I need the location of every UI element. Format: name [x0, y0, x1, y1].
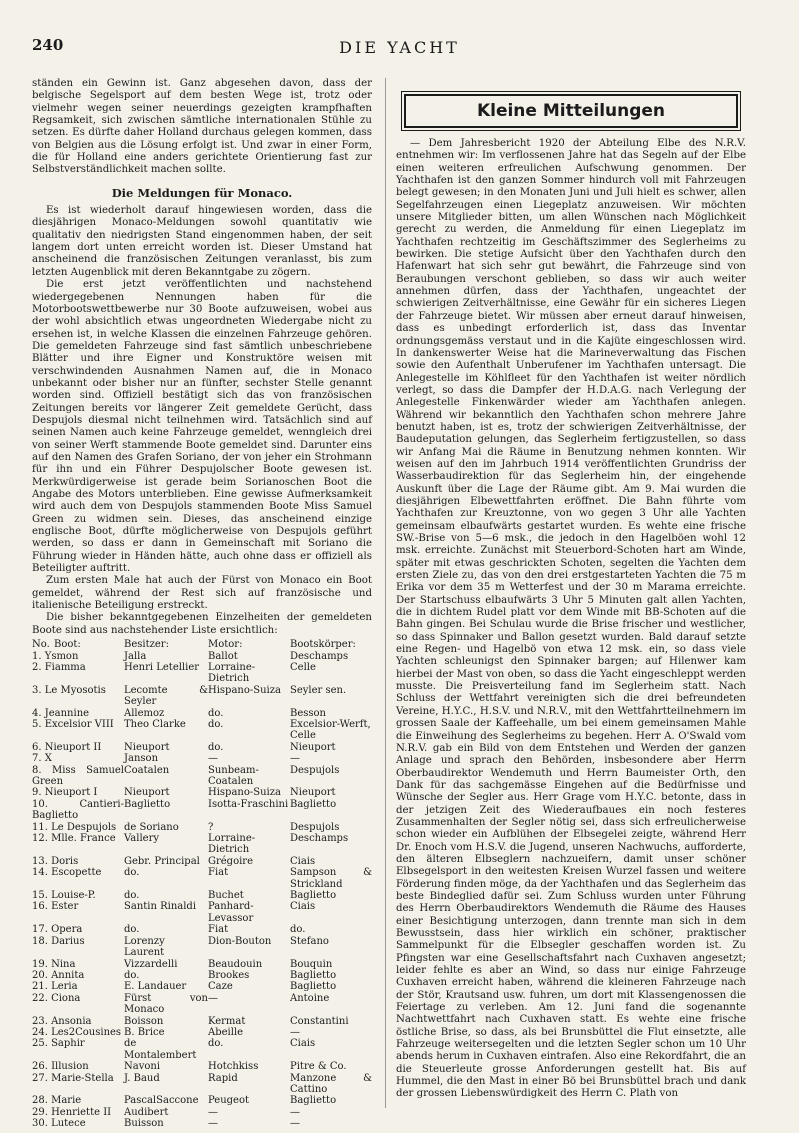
cell-boat: 6. Nieuport II [32, 741, 102, 753]
cell-motor: do. [208, 707, 224, 719]
cell-hull: Baglietto [290, 1095, 337, 1107]
cell-hull: — [290, 1106, 300, 1118]
cell-owner: B. Brice [124, 1026, 165, 1038]
table-row [32, 1038, 372, 1061]
cell-hull: Excelsior-Werft, Celle [290, 718, 371, 742]
cell-owner: Janson [124, 753, 159, 765]
article-paragraph: Die erst jetzt veröffentlichten und nachstehend wiedergegebenen Nennungen haben für die Motorbootswettbewerbe nur 30 Boote aufzuweisen, wobei aus der wohl absichtlich etwas ungeordneten Wiedergabe nicht zu ersehen ist, in welche Klassen die einzelnen Fahrzeuge gehören. Die gemeldeten Fahrzeuge sind fast sämtlich unbeschriebene Blätter und ihre Eigner und Konstruktöre weisen mit verschwindenden Ausnahmen Namen auf, die in Monaco unbekannt oder bisher nur an fünfter, sechster Stelle genannt worden sind. Offiziell bestätigt sich das von französischen Zeitungen bereits vor längerer Zeit gemeldete Gerücht, dass Despujols diesmal nicht teilnehmen wird. Tatsächlich sind auf seinen Namen auch keine Fahrzeuge gemeldet, wenngleich drei von seiner Werft stammende Boote gemeldet sind. Darunter eins auf den Namen des Grafen Soriano, der von jeher ein Strohmann für ihn und ein Führer Despujolscher Boote gewesen ist. Merkwürdigerweise ist gerade beim Sorianoschen Boot die Angabe des Motors unterblieben. Eine gewisse Aufmerksamkeit wird auch dem von Despujols stammenden Boote Miss Samuel Green zu widmen sein. Dieses, das anscheinend einzige englische Boot, dürfte möglicherweise von Despujols geführt werden, so dass er dann in Gemeinschaft mit Soriano die Führung wieder in Händen hätte, auch ohne dass er offiziell als Beteiligter auftritt. [32, 279, 372, 575]
cell-motor: Kermat [208, 1015, 246, 1027]
cell-motor: ? [208, 821, 214, 833]
cell-boat: 16. Ester [32, 901, 79, 913]
table-row [32, 1061, 372, 1072]
cell-owner: Nieuport [124, 787, 170, 799]
table-row [32, 799, 372, 822]
cell-hull: Ciais [290, 1038, 316, 1050]
table-row [32, 959, 372, 970]
cell-motor: Caze [208, 981, 233, 993]
cell-owner: Nieuport [124, 741, 170, 753]
cell-hull: Ciais [290, 855, 316, 867]
cell-owner: Vizzardelli [124, 958, 178, 970]
cell-motor: Ballot [208, 650, 238, 662]
table-row [32, 981, 372, 992]
table-row [32, 867, 372, 890]
section-heading: Die Meldungen für Monaco. [111, 185, 293, 200]
table-row [32, 662, 372, 685]
table-row [32, 1107, 372, 1118]
cell-hull: Baglietto [290, 969, 337, 981]
cell-motor: Peugeot [208, 1095, 249, 1107]
column-divider [385, 78, 386, 1108]
cell-motor: Brookes [208, 969, 250, 981]
table-row [32, 924, 372, 935]
table-row [32, 1073, 372, 1096]
table-row [32, 833, 372, 856]
cell-hull: Deschamps [290, 833, 349, 845]
cell-boat: 12. Mlle. France [32, 833, 116, 845]
cell-motor: — [208, 1118, 218, 1130]
table-row [32, 719, 372, 742]
cell-owner: Audibert [124, 1106, 169, 1118]
cell-motor: Beaudouin [208, 958, 263, 970]
cell-owner: Buisson [124, 1118, 164, 1130]
table-row [32, 685, 372, 708]
article-paragraph: Zum ersten Male hat auch der Fürst von Monaco ein Boot gemeldet, während der Rest sich auf französische und italienische Beteiligung erstreckt. [32, 575, 372, 612]
cell-motor: Hotchkiss [208, 1061, 259, 1073]
cell-motor: Dion-Bouton [208, 935, 272, 947]
cell-motor: Fiat [208, 924, 229, 936]
cell-hull: Sampson & Strickland [290, 867, 372, 890]
cell-hull: Ciais [290, 901, 316, 913]
header-no: No. [32, 639, 50, 651]
cell-boat: 1. Ysmon [32, 650, 79, 662]
cell-motor: Hispano-Suiza [208, 684, 281, 696]
cell-boat: 8. Miss Samuel Green [32, 764, 124, 787]
cell-boat: 7. X [32, 753, 52, 765]
cell-hull: Celle [290, 661, 316, 673]
intro-paragraph: ständen ein Gewinn ist. Ganz abgesehen davon, dass der belgische Segelsport auf dem besten Wege ist, trotz oder vielmehr wegen seiner neuerdings gezeigten krampfhaften Regsamkeit, sich zwischen sämtliche internationalen Stühle zu setzen. Es dürfte daher Holland durchaus gelegen kommen, dass von Belgien aus die Lösung erfolgt ist. Und zwar in einer Form, die für Holland eine anders gerichtete Orientierung fast zur Selbstverständlichkeit machen sollte. [32, 78, 372, 176]
cell-hull: — [290, 1118, 300, 1130]
cell-motor: Abeille [208, 1026, 244, 1038]
cell-motor: Lorraine-Dietrich [208, 833, 256, 856]
cell-boat: 20. Annita [32, 969, 85, 981]
cell-owner: do. [124, 924, 140, 936]
cell-owner: do. [124, 969, 140, 981]
table-row [32, 708, 372, 719]
cell-owner: Gebr. Principal [124, 855, 200, 867]
header-owner: Besitzer: [124, 639, 169, 651]
cell-owner: Baglietto [124, 798, 171, 810]
cell-boat: 9. Nieuport I [32, 787, 98, 799]
cell-hull: Besson [290, 707, 326, 719]
cell-boat: 26. Illusion [32, 1061, 89, 1073]
cell-hull: Pitre & Co. [290, 1061, 347, 1073]
cell-motor: — [208, 753, 218, 765]
table-row [32, 822, 372, 833]
cell-boat: 10. Cantieri-Baglietto [32, 798, 124, 822]
cell-hull: Baglietto [290, 890, 337, 902]
cell-hull: — [290, 1026, 300, 1038]
cell-boat: 11. Le Despujols [32, 821, 117, 833]
cell-owner: Santin Rinaldi [124, 901, 197, 913]
cell-owner: de Montalembert [124, 1038, 197, 1061]
cell-hull: Seyler sen. [290, 684, 347, 696]
cell-owner: PascalSaccone [124, 1095, 199, 1107]
cell-motor: — [208, 1106, 218, 1118]
cell-motor: Lorraine-Dietrich [208, 661, 256, 685]
cell-hull: — [290, 753, 300, 765]
cell-owner: Lorenzy Laurent [124, 935, 165, 959]
cell-motor: — [208, 992, 218, 1004]
cell-motor: Buchet [208, 890, 244, 902]
left-column [32, 78, 372, 1130]
cell-owner: Lecomte & Seyler [124, 684, 208, 708]
cell-hull: Baglietto [290, 798, 337, 810]
cell-motor: Sunbeam-Coatalen [208, 764, 259, 787]
cell-boat: 21. Leria [32, 981, 78, 993]
table-row [32, 787, 372, 798]
cell-boat: 3. Le Myosotis [32, 684, 106, 696]
cell-owner: do. [124, 890, 140, 902]
cell-boat: 29. Henriette II [32, 1106, 112, 1118]
cell-boat: 24. Les2Cousines [32, 1026, 122, 1038]
article-paragraph: Es ist wiederholt darauf hingewiesen worden, dass die diesjährigen Monaco-Meldungen sowohl quantitativ wie qualitativ den niedrigsten Stand eingenommen haben, der seit langem dort unten erreicht worden ist. Dieser Umstand hat anscheinend die französischen Zeitungen veranlasst, bis zum letzten Augenblick mit deren Bekanntgabe zu zögern. [32, 205, 372, 278]
cell-hull: Constantini [290, 1015, 349, 1027]
cell-motor: Grégoire [208, 855, 254, 867]
cell-boat: 17. Opera [32, 924, 83, 936]
cell-motor: Isotta-Fraschini [208, 798, 289, 810]
table-row [32, 1016, 372, 1027]
cell-owner: Fürst von Monaco [124, 992, 208, 1016]
cell-boat: 27. Marie-Stella [32, 1072, 114, 1084]
cell-boat: 15. Louise-P. [32, 890, 96, 902]
cell-hull: Despujols [290, 764, 340, 776]
table-header-row [32, 639, 372, 650]
cell-hull: Antoine [290, 992, 330, 1004]
cell-owner: Theo Clarke [124, 718, 186, 730]
cell-boat: 4. Jeannine [32, 707, 90, 719]
header-motor: Motor: [208, 639, 243, 651]
cell-motor: Panhard-Levassor [208, 901, 254, 924]
table-row [32, 1095, 372, 1106]
cell-hull: Stefano [290, 935, 329, 947]
cell-motor: Hispano-Suiza [208, 787, 281, 799]
cell-hull: Nieuport [290, 787, 336, 799]
cell-boat: 22. Ciona [32, 992, 81, 1004]
table-row [32, 901, 372, 924]
cell-owner: J. Baud [124, 1072, 160, 1084]
cell-owner: E. Landauer [124, 981, 187, 993]
cell-motor: do. [208, 718, 224, 730]
cell-hull: Manzone & Cattino [290, 1072, 372, 1095]
cell-owner: Coatalen [124, 764, 170, 776]
table-row [32, 651, 372, 662]
cell-motor: Rapid [208, 1072, 238, 1084]
cell-boat: 25. Saphir [32, 1038, 85, 1050]
header-hull: Bootskörper: [290, 639, 356, 651]
cell-hull: Nieuport [290, 741, 336, 753]
cell-boat: 2. Fiamma [32, 661, 86, 673]
table-row [32, 753, 372, 764]
table-row [32, 993, 372, 1016]
table-row [32, 1118, 372, 1129]
cell-boat: 28. Marie [32, 1095, 82, 1107]
cell-owner: de Soriano [124, 821, 179, 833]
right-column [396, 78, 746, 1101]
cell-owner: Vallery [124, 833, 160, 845]
entries-table [32, 639, 372, 1129]
cell-boat: 19. Nina [32, 958, 76, 970]
cell-owner: Allemoz [124, 707, 165, 719]
cell-hull: Bouquin [290, 958, 333, 970]
cell-boat: 5. Excelsior VIII [32, 718, 114, 730]
cell-motor: Fiat [208, 867, 229, 879]
cell-hull: Deschamps [290, 650, 349, 662]
cell-boat: 23. Ansonia [32, 1015, 92, 1027]
article-paragraph: — Dem Jahresbericht 1920 der Abteilung Elbe des N.R.V. entnehmen wir: Im verflossenen Jahre hat das Segeln auf der Elbe einen weiteren erfreulichen Aufschwung genommen. Der Yachthafen ist den ganzen Sommer hindurch voll mit Fahrzeugen belegt gewesen; in den Monaten Juni und Juli hielt es schwer, allen Segelfahrzeugen einen Liegeplatz anzuweisen. Wir möchten unsere Mitglieder bitten, um allen Wünschen nach Möglichkeit gerecht zu werden, die Anmeldung für einen Liegeplatz im Yachthafen rechtzeitig im Geschäftszimmer des Seglerheims zu bewirken. Die stetige Aufsicht über den Yachthafen durch den Hafenwart hat sich sehr gut bewährt, die Fahrzeuge sind von Beraubungen verschont geblieben, so dass wir auch weiter annehmen dürfen, dass der Yachthafen, ungeachtet der schwierigen Zeitverhältnisse, eine Gewähr für ein sicheres Liegen der Fahrzeuge bietet. Wir müssen aber erneut darauf hinweisen, dass es unbedingt erforderlich ist, dass das Inventar ordnungsgemäss verstaut und in die Kajüte eingeschlossen wird. In dankenswerter Weise hat die Marineverwaltung das Fischen sowie den Aufenthalt Unberufener im Yachthafen untersagt. Die Anlegestelle im Köhlfleet für den Yachthafen ist weiter nördlich verlegt, so dass die Dampfer der H.D.A.G. nach Verlegung der Anlegestelle Finkenwärder wieder am Yachthafen anlegen. Während wir bekanntlich den Yachthafen schon mehrere Jahre benutzt haben, ist es, trotz der schwierigen Zeitverhältnisse, der Baudeputation gelungen, das Seglerheim fertigzustellen, so dass wir Anfang Mai die Räume in Benutzung nehmen konnten. Wir weisen auf den im Jahrbuch 1914 veröffentlichten Grundriss der Wasserbaudirektion für das Seglerheim hin, der eingehende Auskunft über die Lage der Räume gibt. Am 9. Mai wurden die diesjährigen Elbewettfahrten eröffnet. Die Bahn führte vom Yachthafen zur Kreuztonne, von wo gegen 3 Uhr alle Yachten gemeinsam elbaufwärts gestartet wurden. Es wehte eine frische SW.-Brise von 5—6 msk., die jedoch in den Hagelböen wohl 12 msk. erreichte. Zunächst mit Steuerbord-Schoten hart am Winde, später mit etwas geschrickten Schoten, segelten die Yachten dem ersten Ziele zu, das von den drei erstgestarteten Yachten die 75 m Erika vor dem 35 m Wetterfest und der 30 m Marama erreichte. Der Startschuss elbaufwärts 3 Uhr 5 Minuten galt allen Yachten, die in dichtem Rudel platt vor dem Winde mit BB-Schoten auf die Bahn gingen. Bei Schulau wurde die Brise frischer und westlicher, so dass Spinnaker und Ballon gesetzt wurden. Bald darauf setzte eine Regen- und Hagelbö von etwa 12 msk. ein, so dass viele Yachten schleunigst den Spinnaker bargen; auf Hilenwer kam hierbei der Mast von oben, so dass die Yacht eingeschleppt werden musste. Die Preisverteilung fand im Seglerheim statt. Nach Schluss der Wettfahrt vereinigten sich die drei befreundeten Vereine, H.Y.C., H.S.V. und N.R.V., mit den Wettfahrtteilnehmern im grossen Saale der Kaffeehalle, um bei einem gemeinsamen Mahle die Einweihung des Seglerheims zu begehen. Herr A. O'Swald vom N.R.V. gab ein Bild von dem Entstehen und Werden der ganzen Anlage und sprach den Behörden, insbesondere aber Herrn Oberbaudirektor Wendemuth und Herrn Baumeister Orth, den Dank für das sachgemässe Eingehen auf die Bedürfnisse und Wünsche der Segler aus. Herr Grage vom H.Y.C. betonte, dass in der jetzigen Zeit des Wiederaufbaues ein noch festeres Zusammenhalten der Segler nötig sei, dass sich erfreulicherweise schon wieder ein Aufblühen der Elbsegelei zeigte, während Herr Dr. Enoch vom H.S.V. die Jugend, unseren Nachwuchs, aufforderte, den älteren Elbseglern nachzueifern, damit unser schöner Elbsegelsport in den weitesten Kreisen Wurzel fassen und weitere Förderung finden möge, da der Yachthafen und das Seglerheim das beste Bindeglied dafür sei. Zum Schluss wurden unter Führung des Herrn Oberbaudirektors Wendemuth die Räume des Hauses einer Besichtigung unterzogen, dann trennte man sich in dem Bewusstsein, dass hier wirklich ein schöner, praktischer Sammelpunkt für die Elbsegler geschaffen worden ist. Zu Pfingsten war eine Gesellschaftsfahrt nach Cuxhaven angesetzt; leider fehlte es aber an Wind, so dass nur einige Fahrzeuge Cuxhaven erreicht haben, während die kleineren Fahrzeuge nach der Stör, Krautsand usw. fuhren, um dort mit Klassengenossen die Feiertage zu verleben. Am 12. Juni fand die sogenannte Nachtwettfahrt nach Cuxhaven statt. Es wehte eine frische östliche Brise, so dass, als bei Brunsbüttel die Flut einsetzte, alle Fahrzeuge weitersegelten und die letzten Segler schon um 10 Uhr abends herum in Cuxhaven eintrafen. Also eine Rekordfahrt, die an die Steuerleute grosse Anforderungen gestellt hat. Bis auf Hummel, die den Mast in einer Bö bei Brunsbüttel brach und dank der grossen Liebenswürdigkeit des Herrn C. Plath von [396, 138, 746, 1100]
cell-boat: 18. Darius [32, 935, 85, 947]
cell-hull: Despujols [290, 821, 340, 833]
table-row [32, 936, 372, 959]
cell-owner: Jalla [124, 650, 147, 662]
cell-motor: do. [208, 741, 224, 753]
cell-boat: 30. Lutece [32, 1118, 86, 1130]
cell-boat: 14. Escopette [32, 867, 102, 879]
article-paragraph: Die bisher bekanntgegebenen Einzelheiten der gemeldeten Boote sind aus nachstehender Liste ersichtlich: [32, 612, 372, 636]
table-row [32, 742, 372, 753]
table-row [32, 765, 372, 788]
table-row [32, 890, 372, 901]
cell-hull: Baglietto [290, 981, 337, 993]
cell-owner: do. [124, 867, 140, 879]
table-row [32, 970, 372, 981]
cell-owner: Henri Letellier [124, 661, 200, 673]
cell-owner: Boisson [124, 1015, 164, 1027]
cell-hull: do. [290, 924, 306, 936]
cell-motor: do. [208, 1038, 224, 1050]
header-boat: Boot: [54, 639, 81, 651]
table-row [32, 1027, 372, 1038]
entries-body [32, 651, 372, 1130]
box-heading: Kleine Mitteilungen [404, 94, 738, 128]
table-row [32, 856, 372, 867]
page-number: 240 [32, 36, 64, 54]
cell-owner: Navoni [124, 1061, 161, 1073]
running-head: DIE YACHT [339, 38, 460, 57]
cell-boat: 13. Doris [32, 855, 79, 867]
